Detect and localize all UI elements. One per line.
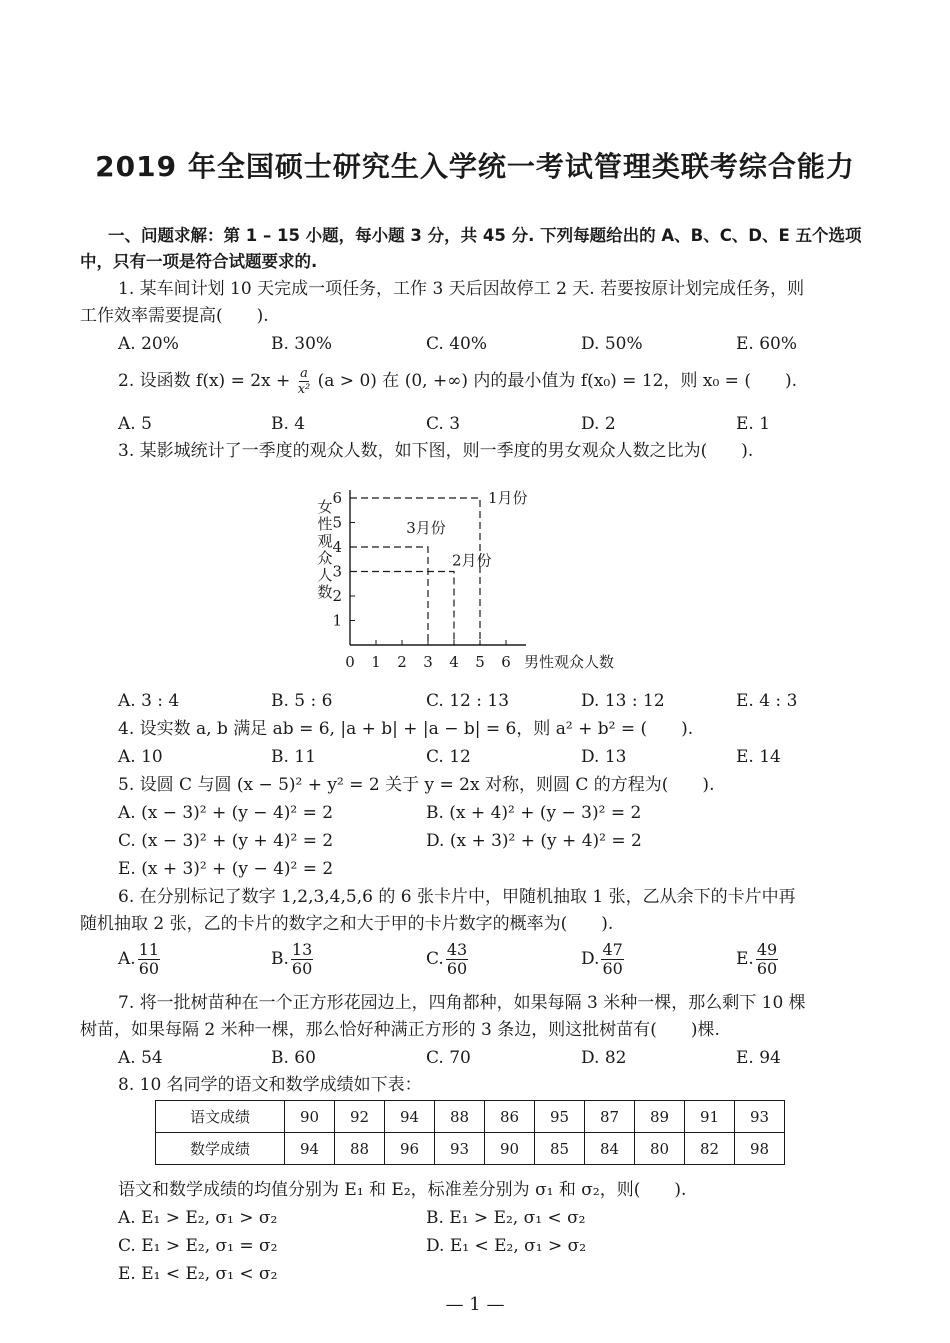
series-rect-4-3 bbox=[350, 572, 454, 646]
audience-chart bbox=[300, 490, 640, 690]
table-cell: 93 bbox=[435, 1133, 485, 1165]
series-label: 2月份 bbox=[452, 551, 492, 570]
option-d[interactable]: D. 50% bbox=[581, 334, 643, 354]
table-cell: 90 bbox=[485, 1133, 535, 1165]
option-d[interactable]: D. E₁ < E₂, σ₁ > σ₂ bbox=[426, 1236, 587, 1256]
fraction-numerator: 49 bbox=[756, 940, 778, 959]
option-e[interactable]: E. E₁ < E₂, σ₁ < σ₂ bbox=[118, 1264, 278, 1284]
question-7-line2: 树苗，如果每隔 2 米种一棵，那么恰好种满正方形的 3 条边，则这批树苗有( )棵. bbox=[80, 1020, 720, 1040]
option-e[interactable]: E. 1 bbox=[736, 414, 771, 434]
option-a[interactable]: A. 3 : 4 bbox=[118, 691, 180, 711]
fraction-denominator: x² bbox=[297, 382, 311, 397]
series-label: 1月份 bbox=[488, 490, 528, 507]
table-cell: 86 bbox=[485, 1101, 535, 1133]
option-b[interactable] bbox=[271, 942, 315, 977]
option-d[interactable] bbox=[581, 942, 626, 977]
option-c[interactable]: C. 70 bbox=[426, 1048, 471, 1068]
section-instructions-line2: 中，只有一项是符合试题要求的. bbox=[80, 252, 318, 271]
question-7-line1: 7. 将一批树苗种在一个正方形花园边上，四角都种，如果每隔 3 米种一棵，那么剩下 10 棵 bbox=[118, 993, 806, 1013]
option-b[interactable]: B. (x + 4)² + (y − 3)² = 2 bbox=[426, 803, 642, 823]
option-c[interactable]: C. 3 bbox=[426, 414, 461, 434]
question-2 bbox=[118, 367, 797, 396]
table-cell: 94 bbox=[385, 1101, 435, 1133]
option-e[interactable] bbox=[736, 942, 780, 977]
table-cell: 95 bbox=[535, 1101, 585, 1133]
fraction-numerator: 13 bbox=[291, 940, 313, 959]
table-cell: 85 bbox=[535, 1133, 585, 1165]
question-1-line1: 1. 某车间计划 10 天完成一项任务，工作 3 天后因故停工 2 天. 若要按原计划完成任务，则 bbox=[118, 279, 805, 299]
table-cell: 92 bbox=[335, 1101, 385, 1133]
option-b[interactable]: B. 11 bbox=[271, 747, 316, 767]
question-4: 4. 设实数 a, b 满足 ab = 6, |a + b| + |a − b| = 6，则 a² + b² = ( ). bbox=[118, 719, 694, 739]
y-tick-label: 6 bbox=[332, 490, 342, 507]
question-5: 5. 设圆 C 与圆 (x − 5)² + y² = 2 关于 y = 2x 对称，则圆 C 的方程为( ). bbox=[118, 775, 715, 795]
x-tick-label: 1 bbox=[371, 653, 381, 671]
option-a[interactable] bbox=[118, 942, 162, 977]
y-tick-label: 3 bbox=[332, 562, 342, 581]
option-b[interactable]: B. 4 bbox=[271, 414, 306, 434]
option-a[interactable]: A. 20% bbox=[118, 334, 179, 354]
table-cell: 91 bbox=[685, 1101, 735, 1133]
y-tick-label: 4 bbox=[332, 538, 342, 556]
table-cell: 84 bbox=[585, 1133, 635, 1165]
fraction-numerator: 47 bbox=[602, 940, 623, 959]
table-cell: 94 bbox=[285, 1133, 335, 1165]
option-e[interactable]: E. 4 : 3 bbox=[736, 691, 798, 711]
option-d[interactable]: D. 13 : 12 bbox=[581, 691, 665, 711]
table-row bbox=[156, 1133, 785, 1165]
option-e[interactable]: E. (x + 3)² + (y − 4)² = 2 bbox=[118, 859, 334, 879]
option-label: A. bbox=[118, 949, 136, 969]
question-1-line2: 工作效率需要提高( ). bbox=[80, 306, 269, 326]
option-label: E. bbox=[736, 949, 754, 969]
fraction-denominator: 60 bbox=[138, 959, 160, 978]
chart-axes bbox=[350, 490, 526, 645]
y-tick-label: 2 bbox=[332, 587, 342, 605]
series-label: 3月份 bbox=[406, 519, 446, 537]
question-2-fraction bbox=[298, 367, 311, 396]
option-label: D. bbox=[581, 949, 600, 969]
option-d[interactable]: D. 13 bbox=[581, 747, 627, 767]
option-e[interactable]: E. 60% bbox=[736, 334, 798, 354]
option-e[interactable]: E. 94 bbox=[736, 1048, 781, 1068]
option-b[interactable]: B. 5 : 6 bbox=[271, 691, 333, 711]
table-cell: 82 bbox=[685, 1133, 735, 1165]
option-fraction bbox=[446, 942, 468, 977]
fraction-denominator: 60 bbox=[446, 959, 468, 978]
scores-table bbox=[155, 1100, 785, 1165]
question-8: 8. 10 名同学的语文和数学成绩如下表： bbox=[118, 1075, 422, 1095]
x-tick-label: 4 bbox=[449, 653, 459, 671]
y-tick-label: 5 bbox=[332, 513, 342, 532]
question-2-prefix: 2. 设函数 f(x) = 2x + bbox=[118, 371, 291, 391]
option-c[interactable]: C. (x − 3)² + (y + 4)² = 2 bbox=[118, 831, 334, 851]
option-d[interactable]: D. 2 bbox=[581, 414, 616, 434]
table-cell: 89 bbox=[635, 1101, 685, 1133]
x-tick-label: 2 bbox=[397, 653, 407, 671]
x-axis-label: 男性观众人数 bbox=[524, 653, 615, 671]
option-c[interactable]: C. 12 : 13 bbox=[426, 691, 510, 711]
question-3: 3. 某影城统计了一季度的观众人数，如下图，则一季度的男女观众人数之比为( ). bbox=[118, 441, 754, 461]
fraction-numerator: 43 bbox=[446, 940, 468, 959]
question-6-line1: 6. 在分别标记了数字 1,2,3,4,5,6 的 6 张卡片中，甲随机抽取 1 张，乙从余下的卡片中再 bbox=[118, 887, 796, 907]
fraction-numerator: a bbox=[300, 366, 308, 381]
option-fraction bbox=[756, 942, 778, 977]
table-cell: 87 bbox=[585, 1101, 635, 1133]
option-c[interactable]: C. 40% bbox=[426, 334, 487, 354]
x-tick-label: 3 bbox=[423, 653, 433, 671]
series-rect-3-4 bbox=[350, 547, 428, 645]
option-d[interactable]: D. (x + 3)² + (y + 4)² = 2 bbox=[426, 831, 642, 851]
question-2-suffix: (a > 0) 在 (0, +∞) 内的最小值为 f(x₀) = 12，则 x₀ = ( ). bbox=[317, 371, 797, 391]
table-cell: 90 bbox=[285, 1101, 335, 1133]
row-header: 语文成绩 bbox=[156, 1101, 285, 1133]
option-label: C. bbox=[426, 949, 444, 969]
table-cell: 80 bbox=[635, 1133, 685, 1165]
option-fraction bbox=[291, 942, 313, 977]
option-fraction bbox=[601, 942, 623, 977]
fraction-denominator: 60 bbox=[291, 959, 313, 978]
fraction-denominator: 60 bbox=[756, 959, 778, 978]
table-row bbox=[156, 1101, 785, 1133]
x-tick-label: 0 bbox=[345, 653, 355, 671]
option-e[interactable]: E. 14 bbox=[736, 747, 781, 767]
y-tick-label: 1 bbox=[332, 611, 342, 630]
page-number: — 1 — bbox=[445, 1294, 505, 1315]
option-a[interactable]: A. (x − 3)² + (y − 4)² = 2 bbox=[118, 803, 334, 823]
option-label: B. bbox=[271, 949, 289, 969]
table-cell: 93 bbox=[735, 1101, 785, 1133]
y-axis-label: 女性观众人数 bbox=[317, 498, 333, 601]
fraction-numerator: 11 bbox=[138, 940, 160, 959]
x-tick-label: 6 bbox=[501, 653, 511, 671]
x-tick-label: 5 bbox=[475, 653, 485, 671]
option-a[interactable]: A. 54 bbox=[118, 1048, 163, 1068]
table-cell: 98 bbox=[735, 1133, 785, 1165]
page-title: 2019 年全国硕士研究生入学统一考试管理类联考综合能力 bbox=[95, 150, 855, 183]
option-d[interactable]: D. 82 bbox=[581, 1048, 627, 1068]
option-b[interactable]: B. E₁ > E₂, σ₁ < σ₂ bbox=[426, 1208, 586, 1228]
table-cell: 88 bbox=[335, 1133, 385, 1165]
table-cell: 96 bbox=[385, 1133, 435, 1165]
table-cell: 88 bbox=[435, 1101, 485, 1133]
option-c[interactable]: C. 12 bbox=[426, 747, 471, 767]
option-a[interactable]: A. 5 bbox=[118, 414, 152, 434]
option-a[interactable]: A. E₁ > E₂, σ₁ > σ₂ bbox=[118, 1208, 278, 1228]
option-a[interactable]: A. 10 bbox=[118, 747, 163, 767]
option-c[interactable]: C. E₁ > E₂, σ₁ = σ₂ bbox=[118, 1236, 278, 1256]
section-instructions-line1: 一、问题求解：第 1 – 15 小题，每小题 3 分，共 45 分. 下列每题给出的 A、B、C、D、E 五个选项 bbox=[108, 226, 862, 245]
question-8-followup: 语文和数学成绩的均值分别为 E₁ 和 E₂，标准差分别为 σ₁ 和 σ₂，则( ). bbox=[118, 1180, 687, 1200]
option-c[interactable] bbox=[426, 942, 470, 977]
chart-labels bbox=[317, 490, 614, 671]
option-b[interactable]: B. 30% bbox=[271, 334, 333, 354]
option-fraction bbox=[138, 942, 160, 977]
question-6-line2: 随机抽取 2 张，乙的卡片的数字之和大于甲的卡片数字的概率为( ). bbox=[80, 914, 614, 934]
fraction-denominator: 60 bbox=[602, 959, 623, 978]
option-b[interactable]: B. 60 bbox=[271, 1048, 316, 1068]
row-header: 数学成绩 bbox=[156, 1133, 285, 1165]
